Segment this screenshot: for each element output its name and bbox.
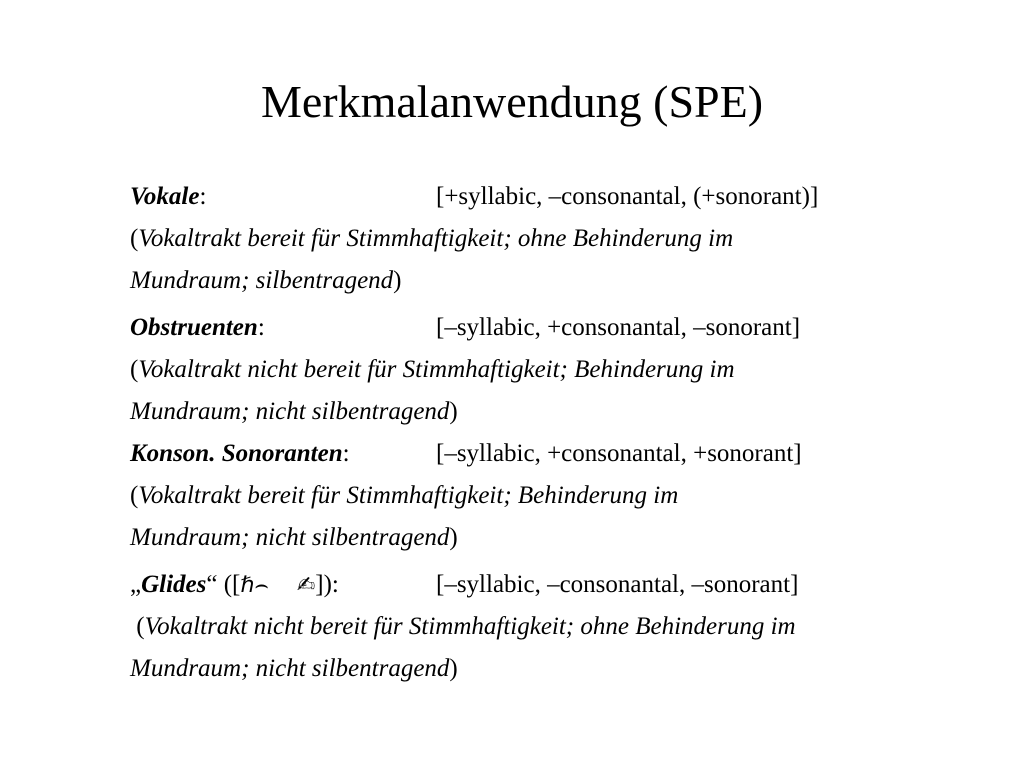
feature-matrix: [+syllabic, –consonantal, (+sonorant)]: [436, 183, 819, 210]
entry-colon: :: [342, 440, 350, 467]
ipa-symbol-glyph: ℏ⌢: [240, 573, 269, 598]
entry-heading-line: [130, 433, 1010, 475]
entry-label: [130, 176, 206, 218]
feature-entry-konson-sonoranten: [130, 433, 1010, 559]
description-text: Vokaltrakt bereit für Stimmhaftigkeit; ohne Behinderung im: [138, 225, 734, 252]
description-text: Mundraum; nicht silbentragend: [130, 655, 450, 682]
feature-matrix: [–syllabic, –consonantal, –sonorant]: [436, 571, 799, 598]
entry-label: [130, 307, 265, 349]
close-paren: ): [449, 655, 458, 682]
close-paren: ): [449, 524, 458, 551]
entry-term: Vokale: [130, 183, 200, 210]
entry-heading-line: [130, 176, 1010, 218]
description-line-2: [130, 648, 1010, 690]
description-text: Mundraum; nicht silbentragend: [130, 398, 450, 425]
close-paren: ): [393, 267, 402, 294]
feature-entry-vokale: [130, 176, 1010, 302]
entry-term: Konson. Sonoranten: [130, 440, 343, 467]
ipa-symbol-glyph: ✍: [296, 573, 316, 598]
entry-heading-line: [130, 564, 1010, 606]
open-paren: (: [130, 482, 139, 509]
entry-colon: :: [257, 314, 265, 341]
open-quote: „: [130, 571, 142, 598]
description-line-1: [130, 606, 1010, 648]
entry-label: [130, 433, 350, 475]
description-line-1: [130, 218, 1010, 260]
description-text: Vokaltrakt nicht bereit für Stimmhaftigkeit; ohne Behinderung im: [144, 613, 796, 640]
feature-entry-obstruenten: [130, 307, 1010, 433]
open-paren: (: [130, 356, 139, 383]
slide-title: Merkmalanwendung (SPE): [260, 76, 764, 127]
description-text: Mundraum; nicht silbentragend: [130, 524, 450, 551]
description-line-2: [130, 517, 1010, 559]
feature-entry-glides: [130, 564, 1010, 690]
close-paren: ): [449, 398, 458, 425]
close-quote: “ ([: [206, 571, 241, 598]
open-paren: (: [130, 225, 139, 252]
description-text: Vokaltrakt nicht bereit für Stimmhaftigkeit; Behinderung im: [138, 356, 735, 383]
feature-matrix: [–syllabic, +consonantal, +sonorant]: [436, 440, 802, 467]
description-line-1: [130, 349, 1010, 391]
description-line-2: [130, 391, 1010, 433]
description-line-1: [130, 475, 1010, 517]
entry-term: Obstruenten: [130, 314, 258, 341]
open-paren: (: [130, 613, 145, 640]
entry-colon: :: [199, 183, 207, 210]
entry-label: [130, 564, 339, 607]
feature-matrix: [–syllabic, +consonantal, –sonorant]: [436, 314, 801, 341]
entry-colon: ]):: [315, 571, 339, 598]
entry-heading-line: [130, 307, 1010, 349]
description-text: Vokaltrakt bereit für Stimmhaftigkeit; Behinderung im: [138, 482, 679, 509]
entry-term: Glides: [141, 571, 207, 598]
description-text: Mundraum; silbentragend: [130, 267, 394, 294]
description-line-2: [130, 260, 1010, 302]
